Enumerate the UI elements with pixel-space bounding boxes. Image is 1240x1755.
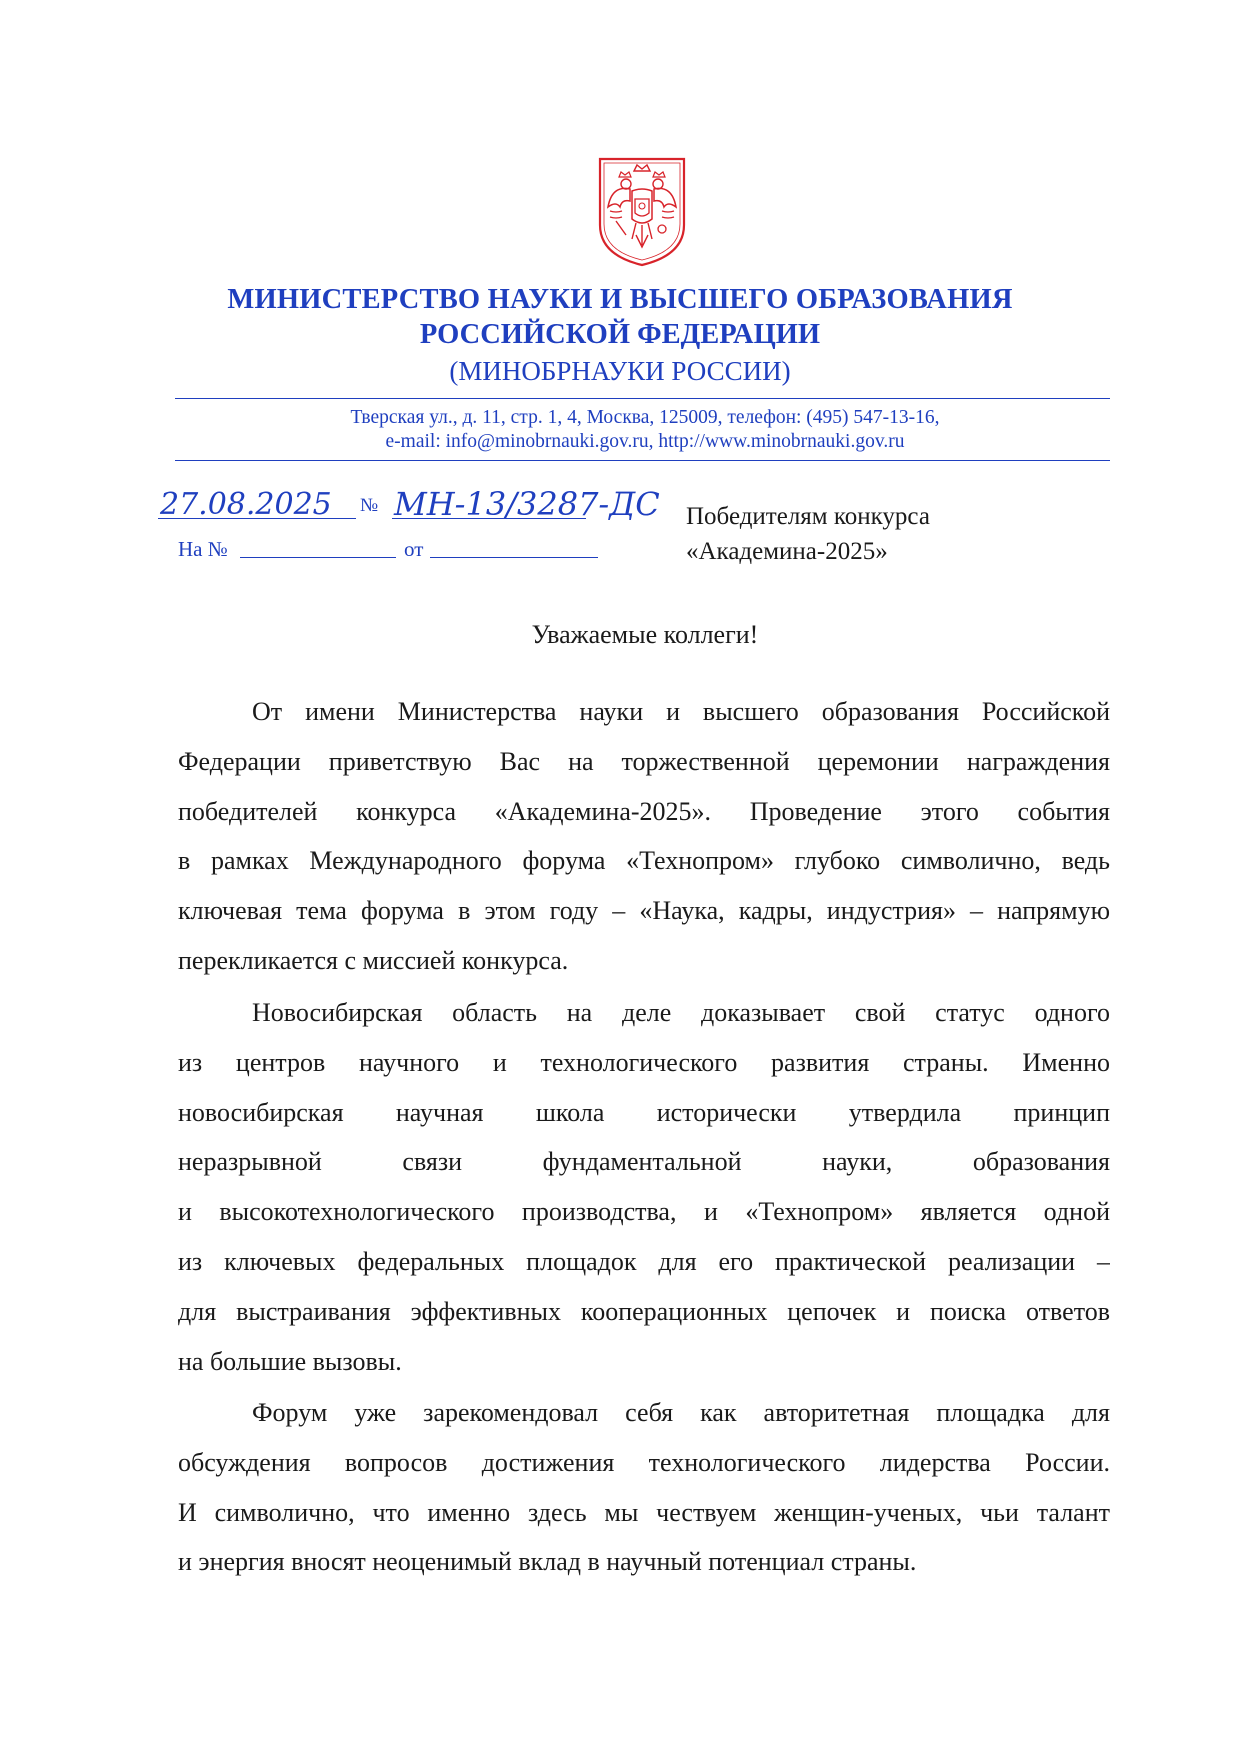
body-paragraph-1 (178, 687, 1110, 986)
paragraph-line: и высокотехнологического производства, и «Технопром» является одной (178, 1197, 1110, 1227)
handwritten-reg-number (392, 475, 692, 533)
paragraph-line: для выстраивания эффективных кооперационных цепочек и поиска ответов (178, 1296, 1110, 1326)
paragraph-line: новосибирская научная школа исторически утвердила принцип (178, 1097, 1110, 1127)
number-underline (392, 518, 586, 519)
date-underline (158, 518, 356, 519)
reference-number-field (240, 557, 396, 558)
paragraph-line: От имени Министерства науки и высшего образования Российской (252, 697, 1110, 726)
body-paragraph-3 (178, 1388, 1110, 1587)
reference-from-label: от (404, 537, 424, 561)
paragraph-line: ключевая тема форума в этом году – «Наука, кадры, индустрия» – напрямую (178, 896, 1110, 926)
addressee-line1: Победителям конкурса (686, 503, 930, 530)
paragraph-line: из ключевых федеральных площадок для его практической реализации – (178, 1246, 1110, 1276)
paragraph-line: в рамках Международного форума «Технопром» глубоко символично, ведь (178, 846, 1110, 876)
reference-label: На № (178, 537, 228, 561)
paragraph-line: на большие вызовы. (178, 1346, 402, 1376)
svg-text:27.08.2025: 27.08.2025 (160, 487, 332, 522)
paragraph-line: из центров научного и технологического развития страны. Именно (178, 1047, 1110, 1077)
number-label: № (360, 495, 379, 516)
paragraph-line: победителей конкурса «Академина-2025». Проведение этого события (178, 796, 1110, 826)
addressee-line2: «Академина-2025» (686, 538, 888, 565)
paragraph-line: И символично, что именно здесь мы чествуем женщин-ученых, чьи талант (178, 1497, 1110, 1527)
paragraph-line: неразрывной связи фундаментальной науки, образования (178, 1147, 1110, 1177)
paragraph-line: Федерации приветствую Вас на торжественной церемонии награждения (178, 746, 1110, 776)
header-divider-top (175, 398, 1110, 399)
paragraph-line: Новосибирская область на деле доказывает свой статус одного (252, 998, 1110, 1027)
svg-text:МН-13/3287-ДС: МН-13/3287-ДС (394, 485, 660, 523)
body-paragraph-2 (178, 988, 1110, 1386)
paragraph-line: и энергия вносят неоценимый вклад в научный потенциал страны. (178, 1547, 917, 1577)
ministry-name-line1: МИНИСТЕРСТВО НАУКИ И ВЫСШЕГО ОБРАЗОВАНИЯ (227, 284, 1013, 315)
address-line: Тверская ул., д. 11, стр. 1, 4, Москва, 125009, телефон: (495) 547-13-16, (350, 407, 940, 428)
paragraph-line: перекликается с миссией конкурса. (178, 945, 569, 975)
coat-of-arms-icon (592, 155, 692, 268)
paragraph-line: обсуждения вопросов достижения технологического лидерства России. (178, 1447, 1110, 1477)
reference-date-field (430, 557, 598, 558)
ministry-name-line2: РОССИЙСКОЙ ФЕДЕРАЦИИ (419, 319, 821, 350)
contacts-line: e-mail: info@minobrnauki.gov.ru, http://www.minobrnauki.gov.ru (385, 431, 905, 452)
salutation: Уважаемые коллеги! (531, 620, 759, 649)
header-divider-bottom (175, 460, 1110, 461)
paragraph-line: Форум уже зарекомендовал себя как авторитетная площадка для (252, 1398, 1110, 1427)
ministry-short-name: (МИНОБРНАУКИ РОССИИ) (449, 356, 791, 386)
